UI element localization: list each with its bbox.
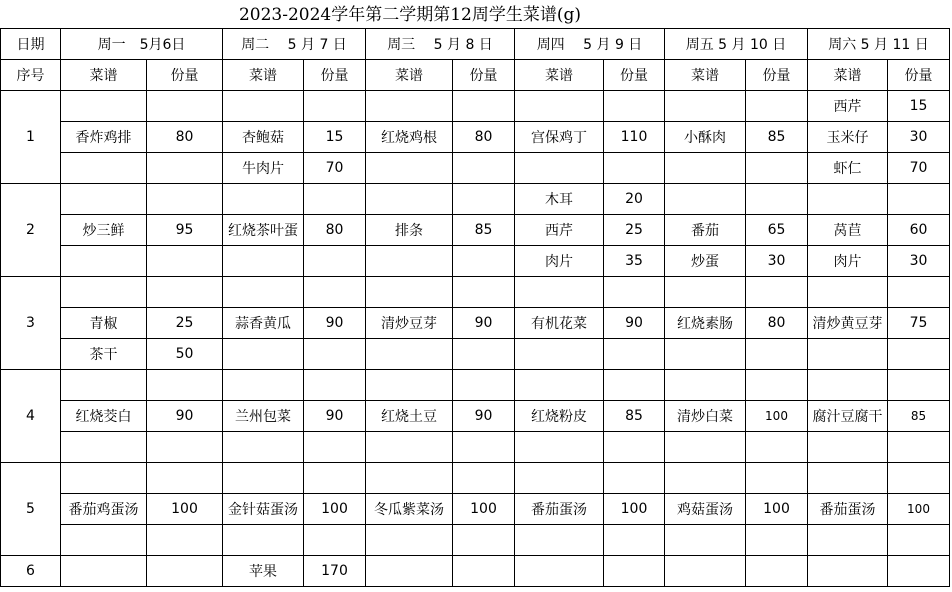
portion-col-header: 份量 (604, 60, 665, 91)
empty-cell (808, 184, 888, 215)
menu-col-header: 菜谱 (808, 60, 888, 91)
empty-cell (453, 370, 515, 401)
dish-portion: 100 (746, 494, 808, 525)
empty-cell (808, 432, 888, 463)
empty-cell (515, 91, 604, 122)
empty-cell (888, 184, 950, 215)
empty-cell (61, 246, 147, 277)
empty-cell (453, 153, 515, 184)
day-header-5: 周五 5 月 10 日 (665, 28, 808, 60)
dish-portion: 30 (888, 122, 950, 153)
empty-cell (888, 556, 950, 587)
dish-portion: 15 (304, 122, 366, 153)
empty-cell (515, 525, 604, 556)
dish-name: 青椒 (61, 308, 147, 339)
empty-cell (665, 184, 746, 215)
dish-portion: 90 (147, 401, 223, 432)
dish-portion: 25 (604, 215, 665, 246)
empty-cell (453, 91, 515, 122)
portion-col-header: 份量 (888, 60, 950, 91)
empty-cell (366, 432, 453, 463)
empty-cell (604, 556, 665, 587)
empty-cell (366, 556, 453, 587)
empty-cell (515, 339, 604, 370)
empty-cell (366, 277, 453, 308)
empty-cell (888, 277, 950, 308)
dish-portion: 85 (746, 122, 808, 153)
empty-cell (453, 432, 515, 463)
empty-cell (888, 463, 950, 494)
dish-portion: 90 (453, 401, 515, 432)
empty-cell (746, 184, 808, 215)
empty-cell (746, 91, 808, 122)
dish-portion: 90 (304, 401, 366, 432)
empty-cell (147, 463, 223, 494)
empty-cell (453, 463, 515, 494)
empty-cell (453, 556, 515, 587)
dish-name: 玉米仔 (808, 122, 888, 153)
dish-portion: 80 (304, 215, 366, 246)
empty-cell (746, 370, 808, 401)
empty-cell (223, 339, 304, 370)
empty-cell (223, 370, 304, 401)
empty-cell (366, 246, 453, 277)
dish-portion: 95 (147, 215, 223, 246)
dish-name: 腐汁豆腐干 (808, 401, 888, 432)
row-number: 6 (0, 556, 61, 587)
empty-cell (888, 370, 950, 401)
dish-portion: 100 (304, 494, 366, 525)
dish-portion: 110 (604, 122, 665, 153)
dish-portion: 80 (147, 122, 223, 153)
dish-name: 红烧粉皮 (515, 401, 604, 432)
empty-cell (61, 184, 147, 215)
empty-cell (223, 91, 304, 122)
empty-cell (515, 463, 604, 494)
empty-cell (453, 339, 515, 370)
page-title: 2023-2024学年第二学期第12周学生菜谱(g) (238, 5, 582, 25)
empty-cell (366, 184, 453, 215)
empty-cell (304, 246, 366, 277)
dish-portion: 100 (453, 494, 515, 525)
empty-cell (223, 277, 304, 308)
empty-cell (808, 525, 888, 556)
dish-name: 有机花菜 (515, 308, 604, 339)
menu-col-header: 菜谱 (61, 60, 147, 91)
empty-cell (604, 370, 665, 401)
empty-cell (366, 153, 453, 184)
empty-cell (888, 525, 950, 556)
empty-cell (147, 432, 223, 463)
row-number: 4 (0, 370, 61, 463)
empty-cell (61, 91, 147, 122)
dish-portion: 90 (453, 308, 515, 339)
empty-cell (453, 525, 515, 556)
empty-cell (746, 339, 808, 370)
empty-cell (366, 91, 453, 122)
dish-name: 番茄 (665, 215, 746, 246)
dish-name: 西芹 (515, 215, 604, 246)
dish-portion: 80 (453, 122, 515, 153)
empty-cell (366, 463, 453, 494)
dish-name: 虾仁 (808, 153, 888, 184)
portion-col-header: 份量 (453, 60, 515, 91)
empty-cell (665, 277, 746, 308)
dish-portion: 25 (147, 308, 223, 339)
dish-name: 西芹 (808, 91, 888, 122)
empty-cell (808, 277, 888, 308)
empty-cell (665, 556, 746, 587)
empty-cell (746, 277, 808, 308)
menu-col-header: 菜谱 (515, 60, 604, 91)
dish-name: 肉片 (515, 246, 604, 277)
empty-cell (147, 184, 223, 215)
empty-cell (147, 91, 223, 122)
empty-cell (61, 153, 147, 184)
dish-portion: 60 (888, 215, 950, 246)
day-header-6: 周六 5 月 11 日 (808, 28, 950, 60)
empty-cell (665, 153, 746, 184)
empty-cell (304, 525, 366, 556)
empty-cell (366, 339, 453, 370)
empty-cell (665, 463, 746, 494)
empty-cell (223, 432, 304, 463)
dish-portion: 70 (304, 153, 366, 184)
dish-portion: 70 (888, 153, 950, 184)
dish-portion: 30 (746, 246, 808, 277)
dish-name: 番茄鸡蛋汤 (61, 494, 147, 525)
empty-cell (223, 246, 304, 277)
empty-cell (61, 556, 147, 587)
menu-col-header: 菜谱 (366, 60, 453, 91)
empty-cell (147, 246, 223, 277)
dish-portion: 100 (746, 401, 808, 432)
dish-portion: 35 (604, 246, 665, 277)
menu-col-header: 菜谱 (223, 60, 304, 91)
empty-cell (808, 463, 888, 494)
dish-name: 炒三鲜 (61, 215, 147, 246)
empty-cell (604, 463, 665, 494)
dish-portion: 90 (304, 308, 366, 339)
dish-portion: 100 (604, 494, 665, 525)
empty-cell (604, 153, 665, 184)
row-number: 5 (0, 463, 61, 556)
empty-cell (223, 525, 304, 556)
empty-cell (304, 339, 366, 370)
dish-name: 木耳 (515, 184, 604, 215)
empty-cell (746, 556, 808, 587)
empty-cell (746, 463, 808, 494)
empty-cell (665, 339, 746, 370)
empty-cell (515, 277, 604, 308)
portion-col-header: 份量 (746, 60, 808, 91)
dish-name: 小酥肉 (665, 122, 746, 153)
empty-cell (604, 277, 665, 308)
empty-cell (61, 432, 147, 463)
day-header-2: 周二 5 月 7 日 (223, 28, 366, 60)
dish-portion: 90 (604, 308, 665, 339)
dish-portion: 85 (604, 401, 665, 432)
empty-cell (147, 277, 223, 308)
date-header: 日期 (0, 28, 61, 60)
dish-name: 红烧鸡根 (366, 122, 453, 153)
empty-cell (515, 370, 604, 401)
day-header-1: 周一 5月6日 (61, 28, 223, 60)
dish-name: 清炒白菜 (665, 401, 746, 432)
empty-cell (453, 246, 515, 277)
dish-name: 红烧素肠 (665, 308, 746, 339)
dish-portion: 20 (604, 184, 665, 215)
dish-portion: 65 (746, 215, 808, 246)
empty-cell (147, 370, 223, 401)
empty-cell (888, 339, 950, 370)
menu-col-header: 菜谱 (665, 60, 746, 91)
dish-name: 红烧茶叶蛋 (223, 215, 304, 246)
empty-cell (604, 525, 665, 556)
dish-name: 红烧土豆 (366, 401, 453, 432)
empty-cell (147, 525, 223, 556)
empty-cell (304, 370, 366, 401)
day-header-4: 周四 5 月 9 日 (515, 28, 665, 60)
dish-name: 苹果 (223, 556, 304, 587)
empty-cell (808, 339, 888, 370)
empty-cell (453, 184, 515, 215)
dish-portion: 100 (888, 494, 950, 525)
empty-cell (515, 432, 604, 463)
row-number: 2 (0, 184, 61, 277)
dish-portion: 80 (746, 308, 808, 339)
empty-cell (515, 153, 604, 184)
empty-cell (304, 432, 366, 463)
empty-cell (746, 432, 808, 463)
empty-cell (147, 153, 223, 184)
empty-cell (665, 370, 746, 401)
empty-cell (665, 525, 746, 556)
empty-cell (515, 556, 604, 587)
dish-name: 宫保鸡丁 (515, 122, 604, 153)
dish-name: 杏鲍菇 (223, 122, 304, 153)
portion-col-header: 份量 (304, 60, 366, 91)
empty-cell (746, 525, 808, 556)
dish-name: 兰州包菜 (223, 401, 304, 432)
empty-cell (604, 339, 665, 370)
dish-portion: 85 (888, 401, 950, 432)
dish-name: 肉片 (808, 246, 888, 277)
dish-name: 清炒豆芽 (366, 308, 453, 339)
portion-col-header: 份量 (147, 60, 223, 91)
empty-cell (61, 277, 147, 308)
empty-cell (746, 153, 808, 184)
dish-name: 番茄蛋汤 (515, 494, 604, 525)
dish-name: 牛肉片 (223, 153, 304, 184)
row-number: 3 (0, 277, 61, 370)
empty-cell (61, 525, 147, 556)
dish-name: 鸡菇蛋汤 (665, 494, 746, 525)
empty-cell (61, 463, 147, 494)
empty-cell (453, 277, 515, 308)
dish-portion: 170 (304, 556, 366, 587)
dish-portion: 75 (888, 308, 950, 339)
index-header: 序号 (0, 60, 61, 91)
empty-cell (604, 432, 665, 463)
empty-cell (147, 556, 223, 587)
dish-name: 莴苣 (808, 215, 888, 246)
dish-name: 排条 (366, 215, 453, 246)
empty-cell (304, 463, 366, 494)
dish-name: 蒜香黄瓜 (223, 308, 304, 339)
day-header-3: 周三 5 月 8 日 (366, 28, 515, 60)
empty-cell (304, 91, 366, 122)
dish-portion: 85 (453, 215, 515, 246)
empty-cell (665, 432, 746, 463)
dish-name: 炒蛋 (665, 246, 746, 277)
dish-portion: 50 (147, 339, 223, 370)
dish-name: 金针菇蛋汤 (223, 494, 304, 525)
dish-name: 冬瓜紫菜汤 (366, 494, 453, 525)
dish-name: 茶干 (61, 339, 147, 370)
empty-cell (808, 370, 888, 401)
empty-cell (61, 370, 147, 401)
empty-cell (888, 432, 950, 463)
dish-portion: 15 (888, 91, 950, 122)
row-number: 1 (0, 91, 61, 184)
empty-cell (366, 525, 453, 556)
empty-cell (366, 370, 453, 401)
dish-name: 香炸鸡排 (61, 122, 147, 153)
empty-cell (604, 91, 665, 122)
empty-cell (808, 556, 888, 587)
empty-cell (304, 277, 366, 308)
dish-portion: 30 (888, 246, 950, 277)
dish-name: 清炒黄豆芽 (808, 308, 888, 339)
dish-portion: 100 (147, 494, 223, 525)
empty-cell (304, 184, 366, 215)
empty-cell (223, 184, 304, 215)
empty-cell (665, 91, 746, 122)
dish-name: 番茄蛋汤 (808, 494, 888, 525)
dish-name: 红烧茭白 (61, 401, 147, 432)
empty-cell (223, 463, 304, 494)
